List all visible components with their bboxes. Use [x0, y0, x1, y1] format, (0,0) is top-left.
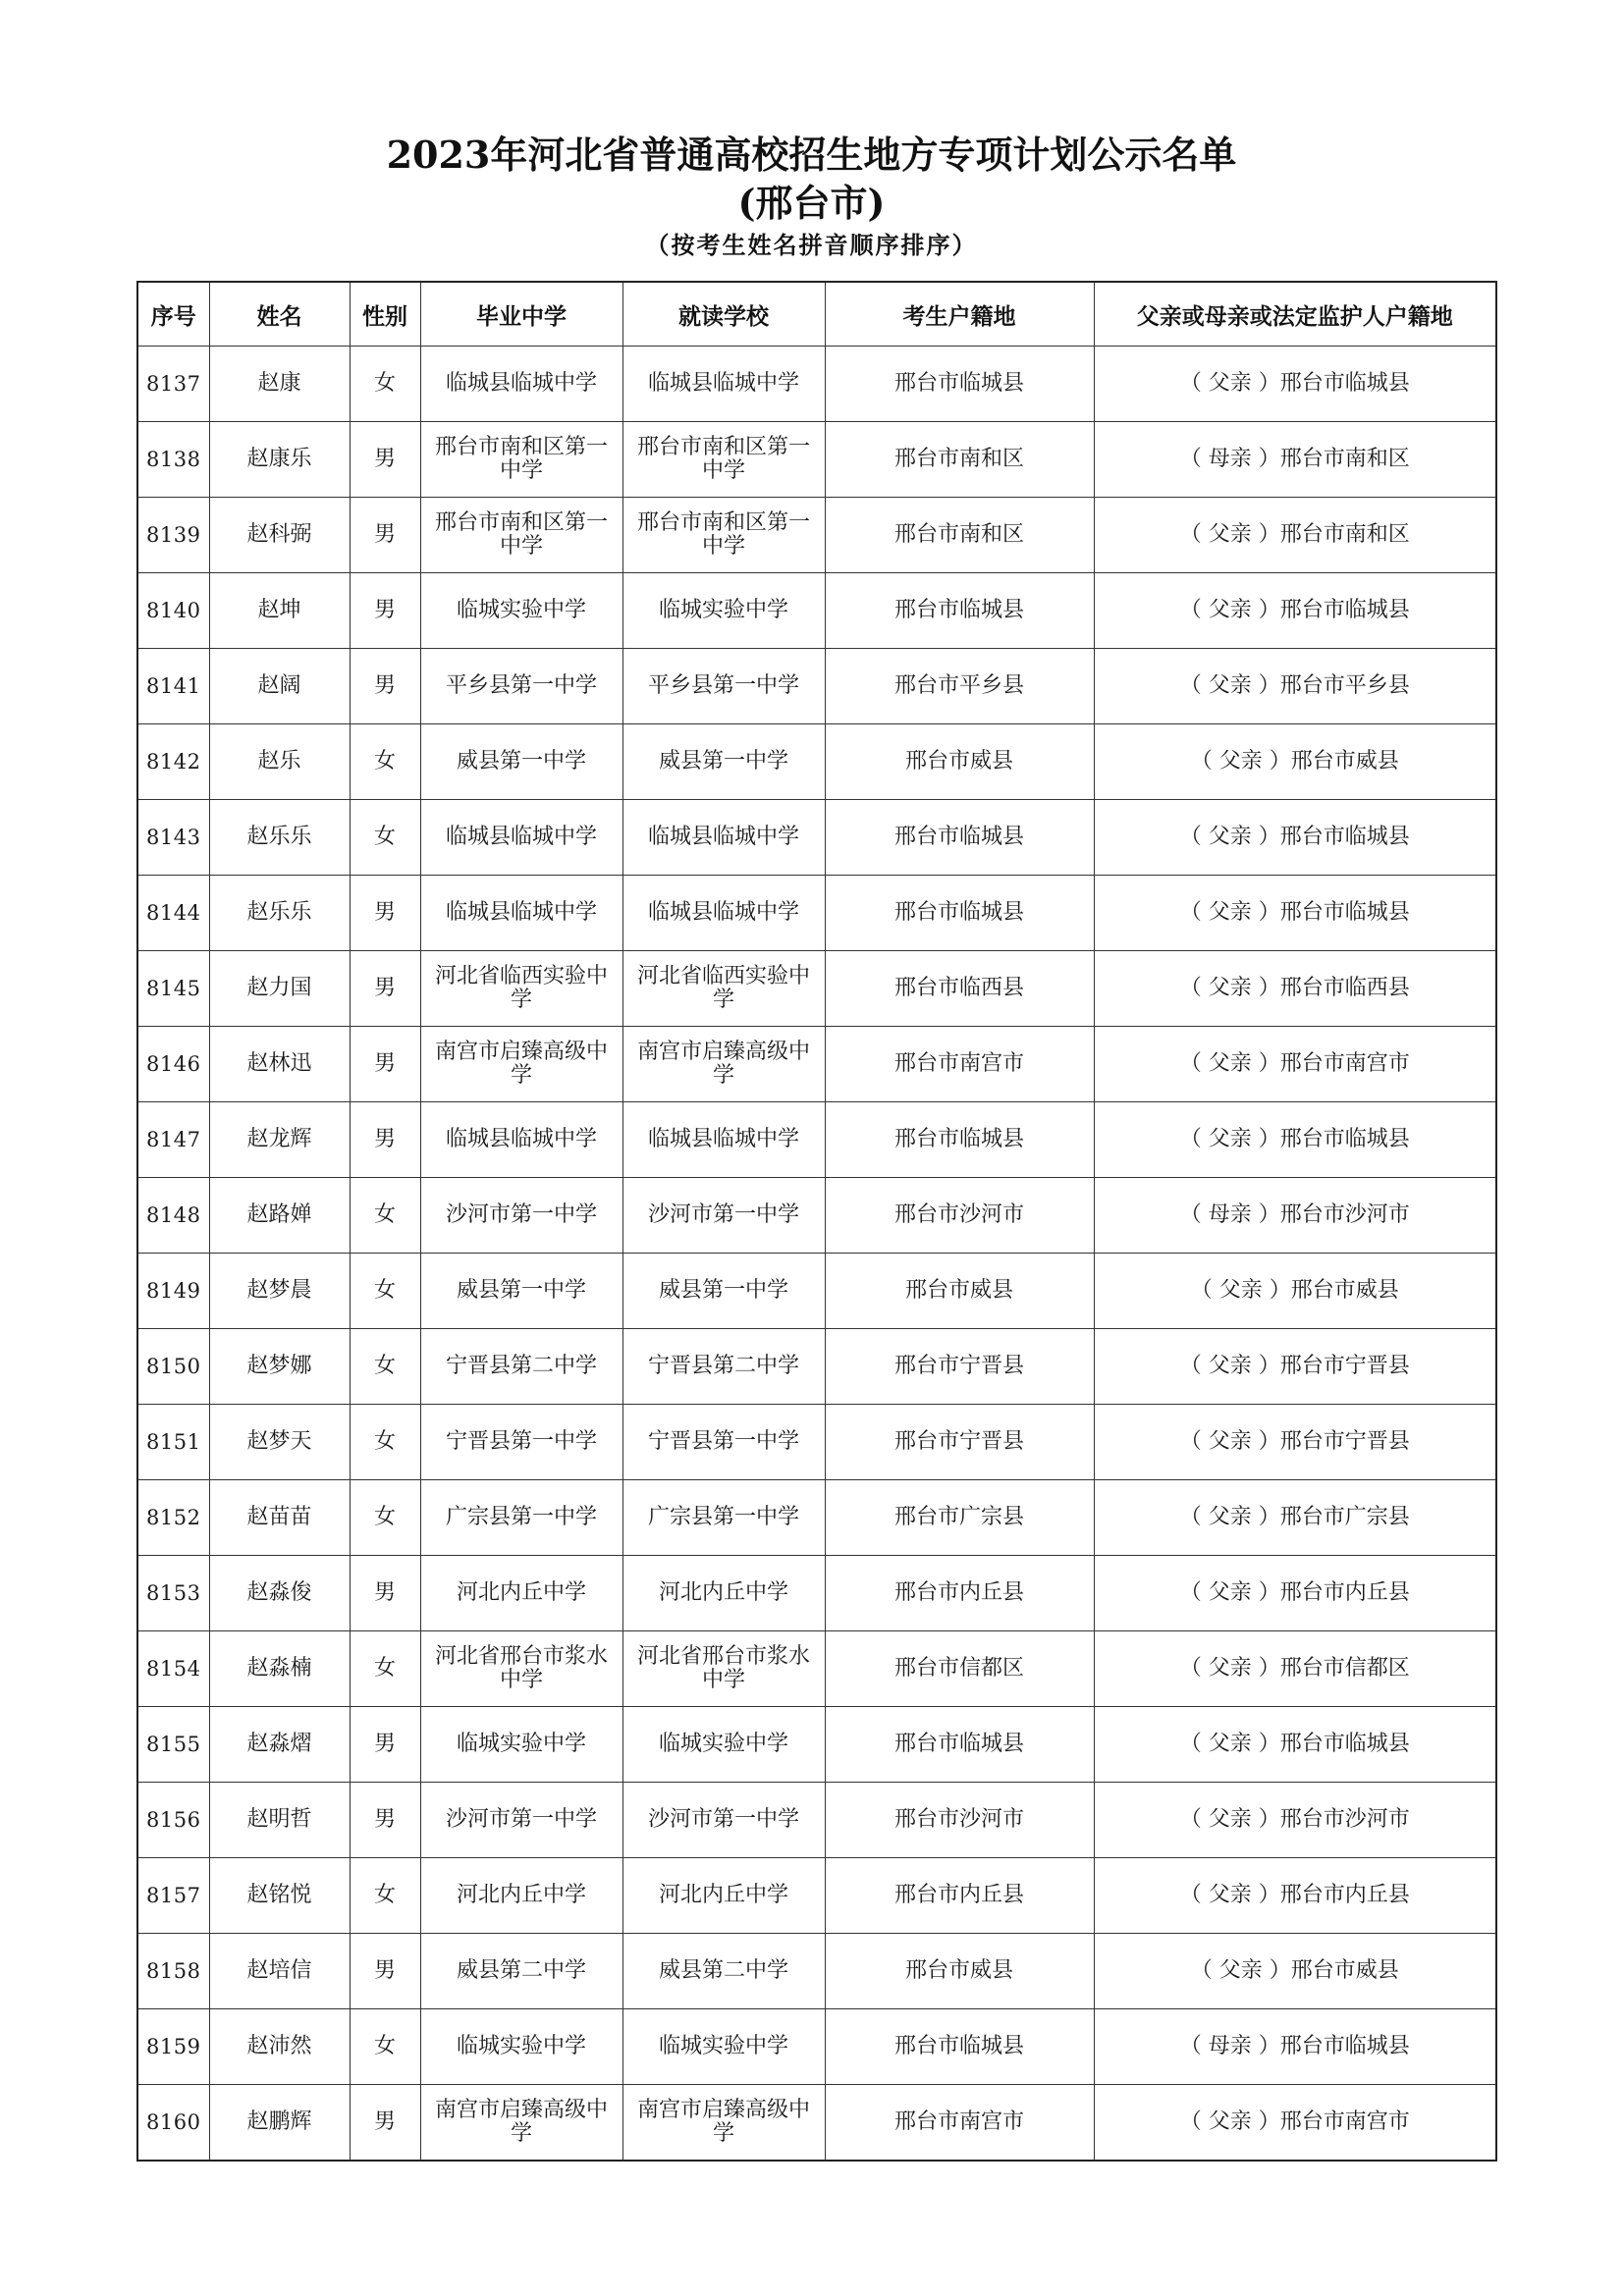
cell-current-school: [622, 2085, 825, 2162]
cell-gender: 女: [350, 724, 420, 800]
cell-hukou: 邢台市临城县: [825, 2009, 1094, 2085]
cell-grad-school-text: 临城县临城中学: [445, 1127, 597, 1151]
cell-guardian-hukou: （ 父亲 ）邢台市广宗县: [1094, 1480, 1496, 1556]
cell-name: 赵坤: [209, 573, 350, 649]
cell-current-school: [622, 1480, 825, 1556]
cell-current-school-text: 威县第一中学: [658, 1278, 788, 1303]
cell-grad-school-text: 河北内丘中学: [456, 1883, 586, 1907]
cell-grad-school: [420, 2009, 622, 2085]
cell-current-school: [622, 1329, 825, 1405]
cell-hukou: 邢台市信都区: [825, 1631, 1094, 1707]
table-row: [137, 649, 1496, 724]
cell-hukou: 邢台市临城县: [825, 347, 1094, 422]
cell-name: 赵淼俊: [209, 1556, 350, 1631]
cell-name: 赵淼楠: [209, 1631, 350, 1707]
cell-gender: 男: [350, 649, 420, 724]
cell-current-school: [622, 1027, 825, 1102]
cell-current-school-text: 邢台市南和区第一中学: [636, 435, 810, 483]
cell-current-school-text: 沙河市第一中学: [647, 1807, 799, 1832]
cell-guardian-hukou: （ 父亲 ）邢台市宁晋县: [1094, 1405, 1496, 1480]
cell-grad-school: [420, 1254, 622, 1329]
cell-guardian-hukou: （ 父亲 ）邢台市沙河市: [1094, 1783, 1496, 1858]
cell-name: 赵鹏辉: [209, 2085, 350, 2162]
cell-name: 赵林迅: [209, 1027, 350, 1102]
cell-name: 赵乐乐: [209, 800, 350, 876]
cell-grad-school-text: 临城实验中学: [456, 2034, 586, 2058]
cell-name: 赵明哲: [209, 1783, 350, 1858]
header-row: [137, 282, 1496, 347]
cell-guardian-hukou: （ 母亲 ）邢台市南和区: [1094, 422, 1496, 498]
cell-name: 赵梦娜: [209, 1329, 350, 1405]
cell-grad-school-text: 邢台市南和区第一中学: [434, 510, 608, 559]
cell-guardian-hukou: （ 父亲 ）邢台市临城县: [1094, 573, 1496, 649]
cell-grad-school: [420, 1783, 622, 1858]
cell-current-school-text: 河北内丘中学: [658, 1580, 788, 1605]
cell-guardian-hukou: （ 父亲 ）邢台市南和区: [1094, 498, 1496, 573]
cell-current-school-text: 沙河市第一中学: [647, 1202, 799, 1227]
cell-gender: 男: [350, 1027, 420, 1102]
cell-hukou: 邢台市临城县: [825, 876, 1094, 951]
cell-name: 赵阔: [209, 649, 350, 724]
table-body: [137, 347, 1496, 2162]
cell-grad-school-text: 临城实验中学: [456, 598, 586, 622]
cell-current-school-text: 邢台市南和区第一中学: [636, 510, 810, 559]
cell-hukou: 邢台市内丘县: [825, 1556, 1094, 1631]
cell-current-school: [622, 1178, 825, 1254]
cell-current-school-text: 临城实验中学: [658, 598, 788, 622]
sort-note: （按考生姓名拼音顺序排序）: [645, 231, 978, 259]
cell-current-school: [622, 1707, 825, 1783]
cell-name: 赵梦天: [209, 1405, 350, 1480]
cell-gender: 男: [350, 1102, 420, 1178]
cell-grad-school-text: 临城实验中学: [456, 1732, 586, 1756]
cell-guardian-hukou: （ 父亲 ）邢台市临城县: [1094, 347, 1496, 422]
cell-hukou: 邢台市沙河市: [825, 1783, 1094, 1858]
document-title: 2023年河北省普通高校招生地方专项计划公示名单: [386, 133, 1237, 177]
cell-grad-school-text: 河北省邢台市浆水中学: [434, 1644, 608, 1692]
cell-seq: 8154: [137, 1631, 209, 1707]
cell-seq: 8147: [137, 1102, 209, 1178]
cell-grad-school-text: 南宫市启臻高级中学: [434, 1040, 608, 1088]
cell-current-school-text: 临城县临城中学: [647, 371, 799, 396]
header-seq: 序号: [137, 282, 209, 347]
cell-seq: 8151: [137, 1405, 209, 1480]
cell-seq: 8153: [137, 1556, 209, 1631]
cell-name: 赵康: [209, 347, 350, 422]
cell-gender: 女: [350, 1254, 420, 1329]
cell-grad-school: [420, 498, 622, 573]
cell-gender: 男: [350, 422, 420, 498]
cell-current-school-text: 临城县临城中学: [647, 900, 799, 925]
cell-name: 赵力国: [209, 951, 350, 1027]
cell-guardian-hukou: （ 父亲 ）邢台市临城县: [1094, 1707, 1496, 1783]
cell-guardian-hukou: （ 父亲 ）邢台市内丘县: [1094, 1556, 1496, 1631]
cell-grad-school: [420, 1027, 622, 1102]
cell-guardian-hukou: （ 母亲 ）邢台市临城县: [1094, 2009, 1496, 2085]
cell-guardian-hukou: （ 父亲 ）邢台市威县: [1094, 1934, 1496, 2009]
cell-current-school-text: 广宗县第一中学: [647, 1505, 799, 1529]
cell-grad-school: [420, 573, 622, 649]
cell-grad-school-text: 威县第一中学: [456, 749, 586, 774]
cell-current-school: [622, 1934, 825, 2009]
cell-grad-school: [420, 951, 622, 1027]
table-row: [137, 951, 1496, 1027]
cell-name: 赵苗苗: [209, 1480, 350, 1556]
cell-guardian-hukou: （ 父亲 ）邢台市威县: [1094, 1254, 1496, 1329]
cell-guardian-hukou: （ 父亲 ）邢台市南宫市: [1094, 1027, 1496, 1102]
cell-grad-school-text: 沙河市第一中学: [445, 1202, 597, 1227]
cell-current-school: [622, 1783, 825, 1858]
cell-hukou: 邢台市临城县: [825, 800, 1094, 876]
cell-seq: 8160: [137, 2085, 209, 2162]
cell-guardian-hukou: （ 父亲 ）邢台市威县: [1094, 724, 1496, 800]
cell-seq: 8138: [137, 422, 209, 498]
cell-name: 赵培信: [209, 1934, 350, 2009]
table-header: [137, 282, 1496, 347]
cell-grad-school: [420, 1329, 622, 1405]
cell-current-school-text: 临城实验中学: [658, 2034, 788, 2058]
cell-seq: 8155: [137, 1707, 209, 1783]
cell-current-school: [622, 1254, 825, 1329]
cell-seq: 8149: [137, 1254, 209, 1329]
cell-grad-school-text: 临城县临城中学: [445, 900, 597, 925]
cell-grad-school: [420, 1858, 622, 1934]
cell-name: 赵科弼: [209, 498, 350, 573]
cell-guardian-hukou: （ 父亲 ）邢台市信都区: [1094, 1631, 1496, 1707]
cell-grad-school: [420, 1707, 622, 1783]
cell-gender: 男: [350, 573, 420, 649]
cell-seq: 8156: [137, 1783, 209, 1858]
cell-hukou: 邢台市威县: [825, 1934, 1094, 2009]
cell-seq: 8137: [137, 347, 209, 422]
cell-current-school-text: 平乡县第一中学: [647, 673, 799, 698]
roster-table: [136, 281, 1497, 2162]
cell-hukou: 邢台市威县: [825, 1254, 1094, 1329]
cell-current-school: [622, 724, 825, 800]
table-row: [137, 573, 1496, 649]
cell-hukou: 邢台市临城县: [825, 1102, 1094, 1178]
cell-hukou: 邢台市宁晋县: [825, 1329, 1094, 1405]
table-row: [137, 800, 1496, 876]
cell-grad-school-text: 威县第二中学: [456, 1958, 586, 1983]
cell-seq: 8141: [137, 649, 209, 724]
cell-grad-school-text: 沙河市第一中学: [445, 1807, 597, 1832]
cell-grad-school: [420, 1556, 622, 1631]
cell-seq: 8157: [137, 1858, 209, 1934]
cell-grad-school: [420, 1934, 622, 2009]
cell-hukou: 邢台市威县: [825, 724, 1094, 800]
cell-name: 赵梦晨: [209, 1254, 350, 1329]
cell-current-school-text: 南宫市启臻高级中学: [636, 2098, 810, 2146]
cell-grad-school: [420, 1480, 622, 1556]
header-current-school: 就读学校: [622, 282, 825, 347]
cell-name: 赵沛然: [209, 2009, 350, 2085]
cell-grad-school: [420, 1405, 622, 1480]
cell-gender: 男: [350, 1783, 420, 1858]
cell-seq: 8152: [137, 1480, 209, 1556]
cell-grad-school: [420, 347, 622, 422]
cell-seq: 8158: [137, 1934, 209, 2009]
cell-current-school-text: 河北内丘中学: [658, 1883, 788, 1907]
cell-grad-school-text: 南宫市启臻高级中学: [434, 2098, 608, 2146]
cell-current-school: [622, 800, 825, 876]
cell-gender: 女: [350, 347, 420, 422]
table-row: [137, 1178, 1496, 1254]
cell-current-school-text: 临城县临城中学: [647, 1127, 799, 1151]
table-row: [137, 1631, 1496, 1707]
table-row: [137, 1934, 1496, 2009]
cell-grad-school-text: 威县第一中学: [456, 1278, 586, 1303]
cell-gender: 男: [350, 2085, 420, 2162]
cell-guardian-hukou: （ 母亲 ）邢台市沙河市: [1094, 1178, 1496, 1254]
cell-current-school-text: 河北省临西实验中学: [636, 964, 810, 1012]
cell-grad-school-text: 广宗县第一中学: [445, 1505, 597, 1529]
cell-guardian-hukou: （ 父亲 ）邢台市南宫市: [1094, 2085, 1496, 2162]
cell-grad-school-text: 平乡县第一中学: [445, 673, 597, 698]
cell-hukou: 邢台市南和区: [825, 422, 1094, 498]
cell-seq: 8146: [137, 1027, 209, 1102]
cell-guardian-hukou: （ 父亲 ）邢台市临西县: [1094, 951, 1496, 1027]
cell-gender: 女: [350, 800, 420, 876]
table-row: [137, 1329, 1496, 1405]
document-subtitle: (邢台市): [737, 181, 886, 225]
cell-guardian-hukou: （ 父亲 ）邢台市临城县: [1094, 1102, 1496, 1178]
cell-hukou: 邢台市南宫市: [825, 1027, 1094, 1102]
cell-gender: 男: [350, 1556, 420, 1631]
header-hukou: 考生户籍地: [825, 282, 1094, 347]
table-row: [137, 1783, 1496, 1858]
table-row: [137, 1480, 1496, 1556]
cell-gender: 女: [350, 1631, 420, 1707]
cell-grad-school: [420, 1178, 622, 1254]
cell-seq: 8159: [137, 2009, 209, 2085]
cell-hukou: 邢台市广宗县: [825, 1480, 1094, 1556]
cell-current-school: [622, 498, 825, 573]
cell-gender: 女: [350, 1329, 420, 1405]
cell-name: 赵淼熠: [209, 1707, 350, 1783]
cell-hukou: 邢台市平乡县: [825, 649, 1094, 724]
cell-gender: 男: [350, 876, 420, 951]
cell-grad-school-text: 宁晋县第一中学: [445, 1429, 597, 1454]
cell-current-school: [622, 951, 825, 1027]
cell-hukou: 邢台市临城县: [825, 1707, 1094, 1783]
cell-grad-school: [420, 800, 622, 876]
table-row: [137, 422, 1496, 498]
cell-grad-school-text: 河北内丘中学: [456, 1580, 586, 1605]
cell-current-school-text: 河北省邢台市浆水中学: [636, 1644, 810, 1692]
cell-guardian-hukou: （ 父亲 ）邢台市宁晋县: [1094, 1329, 1496, 1405]
cell-current-school: [622, 1858, 825, 1934]
cell-grad-school-text: 临城县临城中学: [445, 825, 597, 849]
cell-grad-school: [420, 649, 622, 724]
cell-seq: 8140: [137, 573, 209, 649]
table-row: [137, 1858, 1496, 1934]
cell-hukou: 邢台市临西县: [825, 951, 1094, 1027]
cell-current-school: [622, 1102, 825, 1178]
table-row: [137, 724, 1496, 800]
table-row: [137, 1027, 1496, 1102]
cell-current-school-text: 临城县临城中学: [647, 825, 799, 849]
table-row: [137, 1707, 1496, 1783]
cell-seq: 8150: [137, 1329, 209, 1405]
cell-current-school: [622, 422, 825, 498]
cell-seq: 8144: [137, 876, 209, 951]
header-gender: 性别: [350, 282, 420, 347]
cell-guardian-hukou: （ 父亲 ）邢台市临城县: [1094, 876, 1496, 951]
table-row: [137, 498, 1496, 573]
cell-grad-school: [420, 1631, 622, 1707]
cell-hukou: 邢台市临城县: [825, 573, 1094, 649]
cell-current-school-text: 威县第二中学: [658, 1958, 788, 1983]
cell-current-school: [622, 573, 825, 649]
cell-grad-school-text: 临城县临城中学: [445, 371, 597, 396]
cell-grad-school: [420, 876, 622, 951]
cell-grad-school-text: 河北省临西实验中学: [434, 964, 608, 1012]
cell-current-school: [622, 2009, 825, 2085]
cell-gender: 女: [350, 1480, 420, 1556]
cell-current-school: [622, 1556, 825, 1631]
header-grad-school: 毕业中学: [420, 282, 622, 347]
cell-current-school: [622, 1405, 825, 1480]
cell-current-school: [622, 876, 825, 951]
table-row: [137, 1254, 1496, 1329]
cell-seq: 8148: [137, 1178, 209, 1254]
cell-gender: 女: [350, 2009, 420, 2085]
cell-gender: 女: [350, 1178, 420, 1254]
cell-current-school: [622, 649, 825, 724]
table-row: [137, 1405, 1496, 1480]
cell-current-school-text: 临城实验中学: [658, 1732, 788, 1756]
cell-grad-school-text: 邢台市南和区第一中学: [434, 435, 608, 483]
header-name: 姓名: [209, 282, 350, 347]
cell-gender: 男: [350, 1934, 420, 2009]
table-row: [137, 2085, 1496, 2162]
table-row: [137, 876, 1496, 951]
cell-current-school-text: 威县第一中学: [658, 749, 788, 774]
cell-hukou: 邢台市沙河市: [825, 1178, 1094, 1254]
cell-name: 赵乐: [209, 724, 350, 800]
cell-hukou: 邢台市内丘县: [825, 1858, 1094, 1934]
cell-name: 赵龙辉: [209, 1102, 350, 1178]
cell-gender: 女: [350, 1405, 420, 1480]
table-row: [137, 347, 1496, 422]
cell-current-school: [622, 1631, 825, 1707]
cell-seq: 8143: [137, 800, 209, 876]
table-row: [137, 1102, 1496, 1178]
cell-name: 赵路婵: [209, 1178, 350, 1254]
table-row: [137, 1556, 1496, 1631]
cell-seq: 8145: [137, 951, 209, 1027]
cell-current-school-text: 南宫市启臻高级中学: [636, 1040, 810, 1088]
cell-guardian-hukou: （ 父亲 ）邢台市临城县: [1094, 800, 1496, 876]
cell-gender: 男: [350, 951, 420, 1027]
cell-seq: 8139: [137, 498, 209, 573]
cell-current-school-text: 宁晋县第二中学: [647, 1354, 799, 1378]
cell-grad-school: [420, 2085, 622, 2162]
cell-name: 赵铭悦: [209, 1858, 350, 1934]
cell-current-school: [622, 347, 825, 422]
header-guardian-hukou: 父亲或母亲或法定监护人户籍地: [1094, 282, 1496, 347]
table-row: [137, 2009, 1496, 2085]
cell-gender: 女: [350, 1858, 420, 1934]
cell-gender: 男: [350, 498, 420, 573]
cell-name: 赵乐乐: [209, 876, 350, 951]
cell-seq: 8142: [137, 724, 209, 800]
cell-grad-school: [420, 1102, 622, 1178]
cell-hukou: 邢台市宁晋县: [825, 1405, 1094, 1480]
cell-hukou: 邢台市南宫市: [825, 2085, 1094, 2162]
cell-grad-school: [420, 724, 622, 800]
cell-current-school-text: 宁晋县第一中学: [647, 1429, 799, 1454]
cell-gender: 男: [350, 1707, 420, 1783]
cell-guardian-hukou: （ 父亲 ）邢台市平乡县: [1094, 649, 1496, 724]
cell-name: 赵康乐: [209, 422, 350, 498]
cell-hukou: 邢台市南和区: [825, 498, 1094, 573]
cell-guardian-hukou: （ 父亲 ）邢台市内丘县: [1094, 1858, 1496, 1934]
cell-grad-school: [420, 422, 622, 498]
cell-grad-school-text: 宁晋县第二中学: [445, 1354, 597, 1378]
